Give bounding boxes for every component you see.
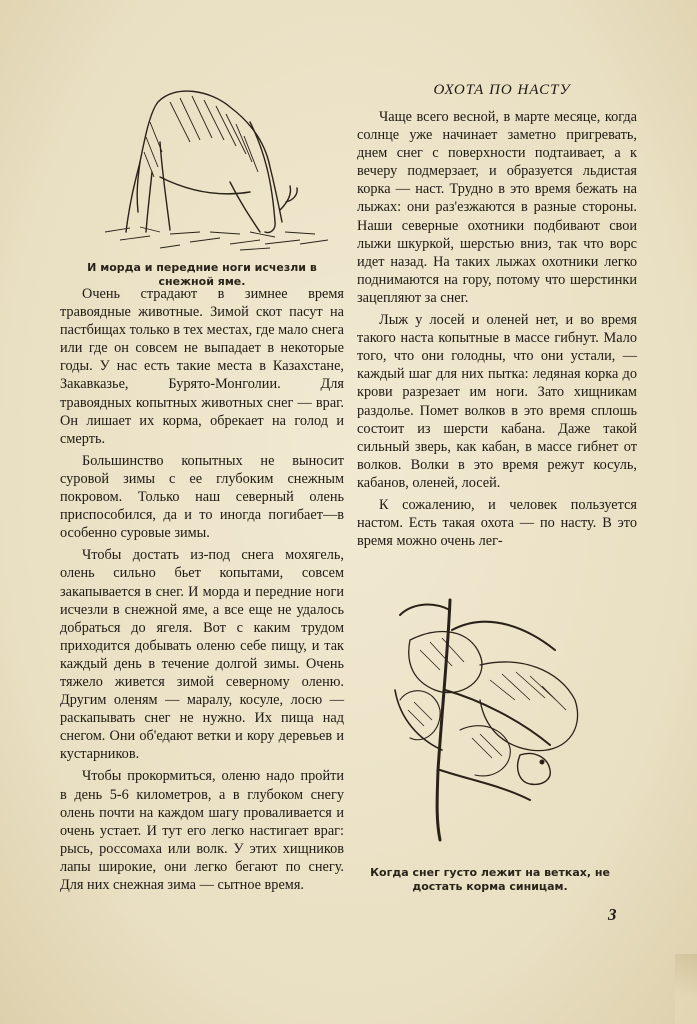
page-number: 3 [608,905,617,924]
left-column [60,285,344,894]
right-paragraph: Чаще всего весной, в марте месяце, когда солнце уже начинает заметно пригревать, днем снег с поверхности подтаивает, а к вечеру подмерзает, и образуется льдистая корка — наст. Трудно в это время бежать на лыжах: они раз'езжаются в разные стороны. Наши северные охотники подбивают свои лыжи шкуркой, шерстью вниз, так что ворс идет назад. На таких лыжах охотники легко поднимаются на гору, потому что шерстинки зацепляют за снег. [357,109,637,306]
left-paragraph: Чтобы достать из-под снега мохягель, олень сильно бьет копытами, совсем закапывается в снег. И морда и передние ноги исчезли в снежной яме, а все еще не удалось добраться до ягеля. Вот с каким трудом приходится добывать оленю себе пищу, и так каждый день в течение долгой зимы. Очень тяжело живется зимой северному оленю. Другим оленям — маралу, косуле, лосю — раскапывать снег не нужно. Их пища над снегом. Они об'едают ветки и кору деревьев и кустарников. [60,547,344,763]
right-column [357,108,637,550]
left-paragraph: Чтобы прокормиться, оленю надо пройти в день 5-6 километров, а в глубоком снегу олень почти на каждом шагу проваливается и очень устает. И тут его легко настигает враг: рысь, россомаха или волк. У этих хищников лапы широкие, они легко бегают по снегу. Для них снежная зима — сытное время. [60,768,344,893]
right-paragraph: К сожалению, и человек пользуется настом. Есть такая охота — по насту. В это время можно очень лег- [357,496,637,550]
right-paragraph: Лыж у лосей и оленей нет, и во время такого наста копытные в массе гибнут. Мало того, что они голодны, что они устали, — каждый шаг для них пытка: ледяная корка до крови разрезает им ноги. Зато хищникам раздолье. Помет волков в это время сплошь состоит из шерсти кабана. Даже такой сильный зверь, как кабан, в массе гибнет от волков. Волки в это время режут косуль, кабанов, оленей, лосей. [357,312,637,491]
left-paragraph: Большинство копытных не выносит суровой зимы с ее глубоким снежным покровом. Только наш северный олень приспособился, да и то иногда погибает—в особенно суровые зимы. [60,452,344,542]
left-paragraph: Очень страдают в зимнее время травоядные животные. Зимой скот пасут на пастбищах только в тех местах, где мало снега или где он совсем не выпадает в некоторые годы. У нас есть такие места в Казахстане, Закавказье, Бурято-Монголии. Для травоядных копытных животных снег — враг. Он лишает их корма, обрекает на голод и смерть. [60,286,344,447]
section-heading: ОХОТА ПО НАСТУ [433,82,571,98]
deer-caption: И морда и передние ноги исчезли в снежной яме. [87,261,317,288]
deer-illustration [100,82,330,257]
page-fold [675,954,697,1024]
titmouse-caption: Когда снег густо лежит на ветках, не достать корма синицам. [370,866,610,893]
titmouse-illustration [380,570,610,860]
